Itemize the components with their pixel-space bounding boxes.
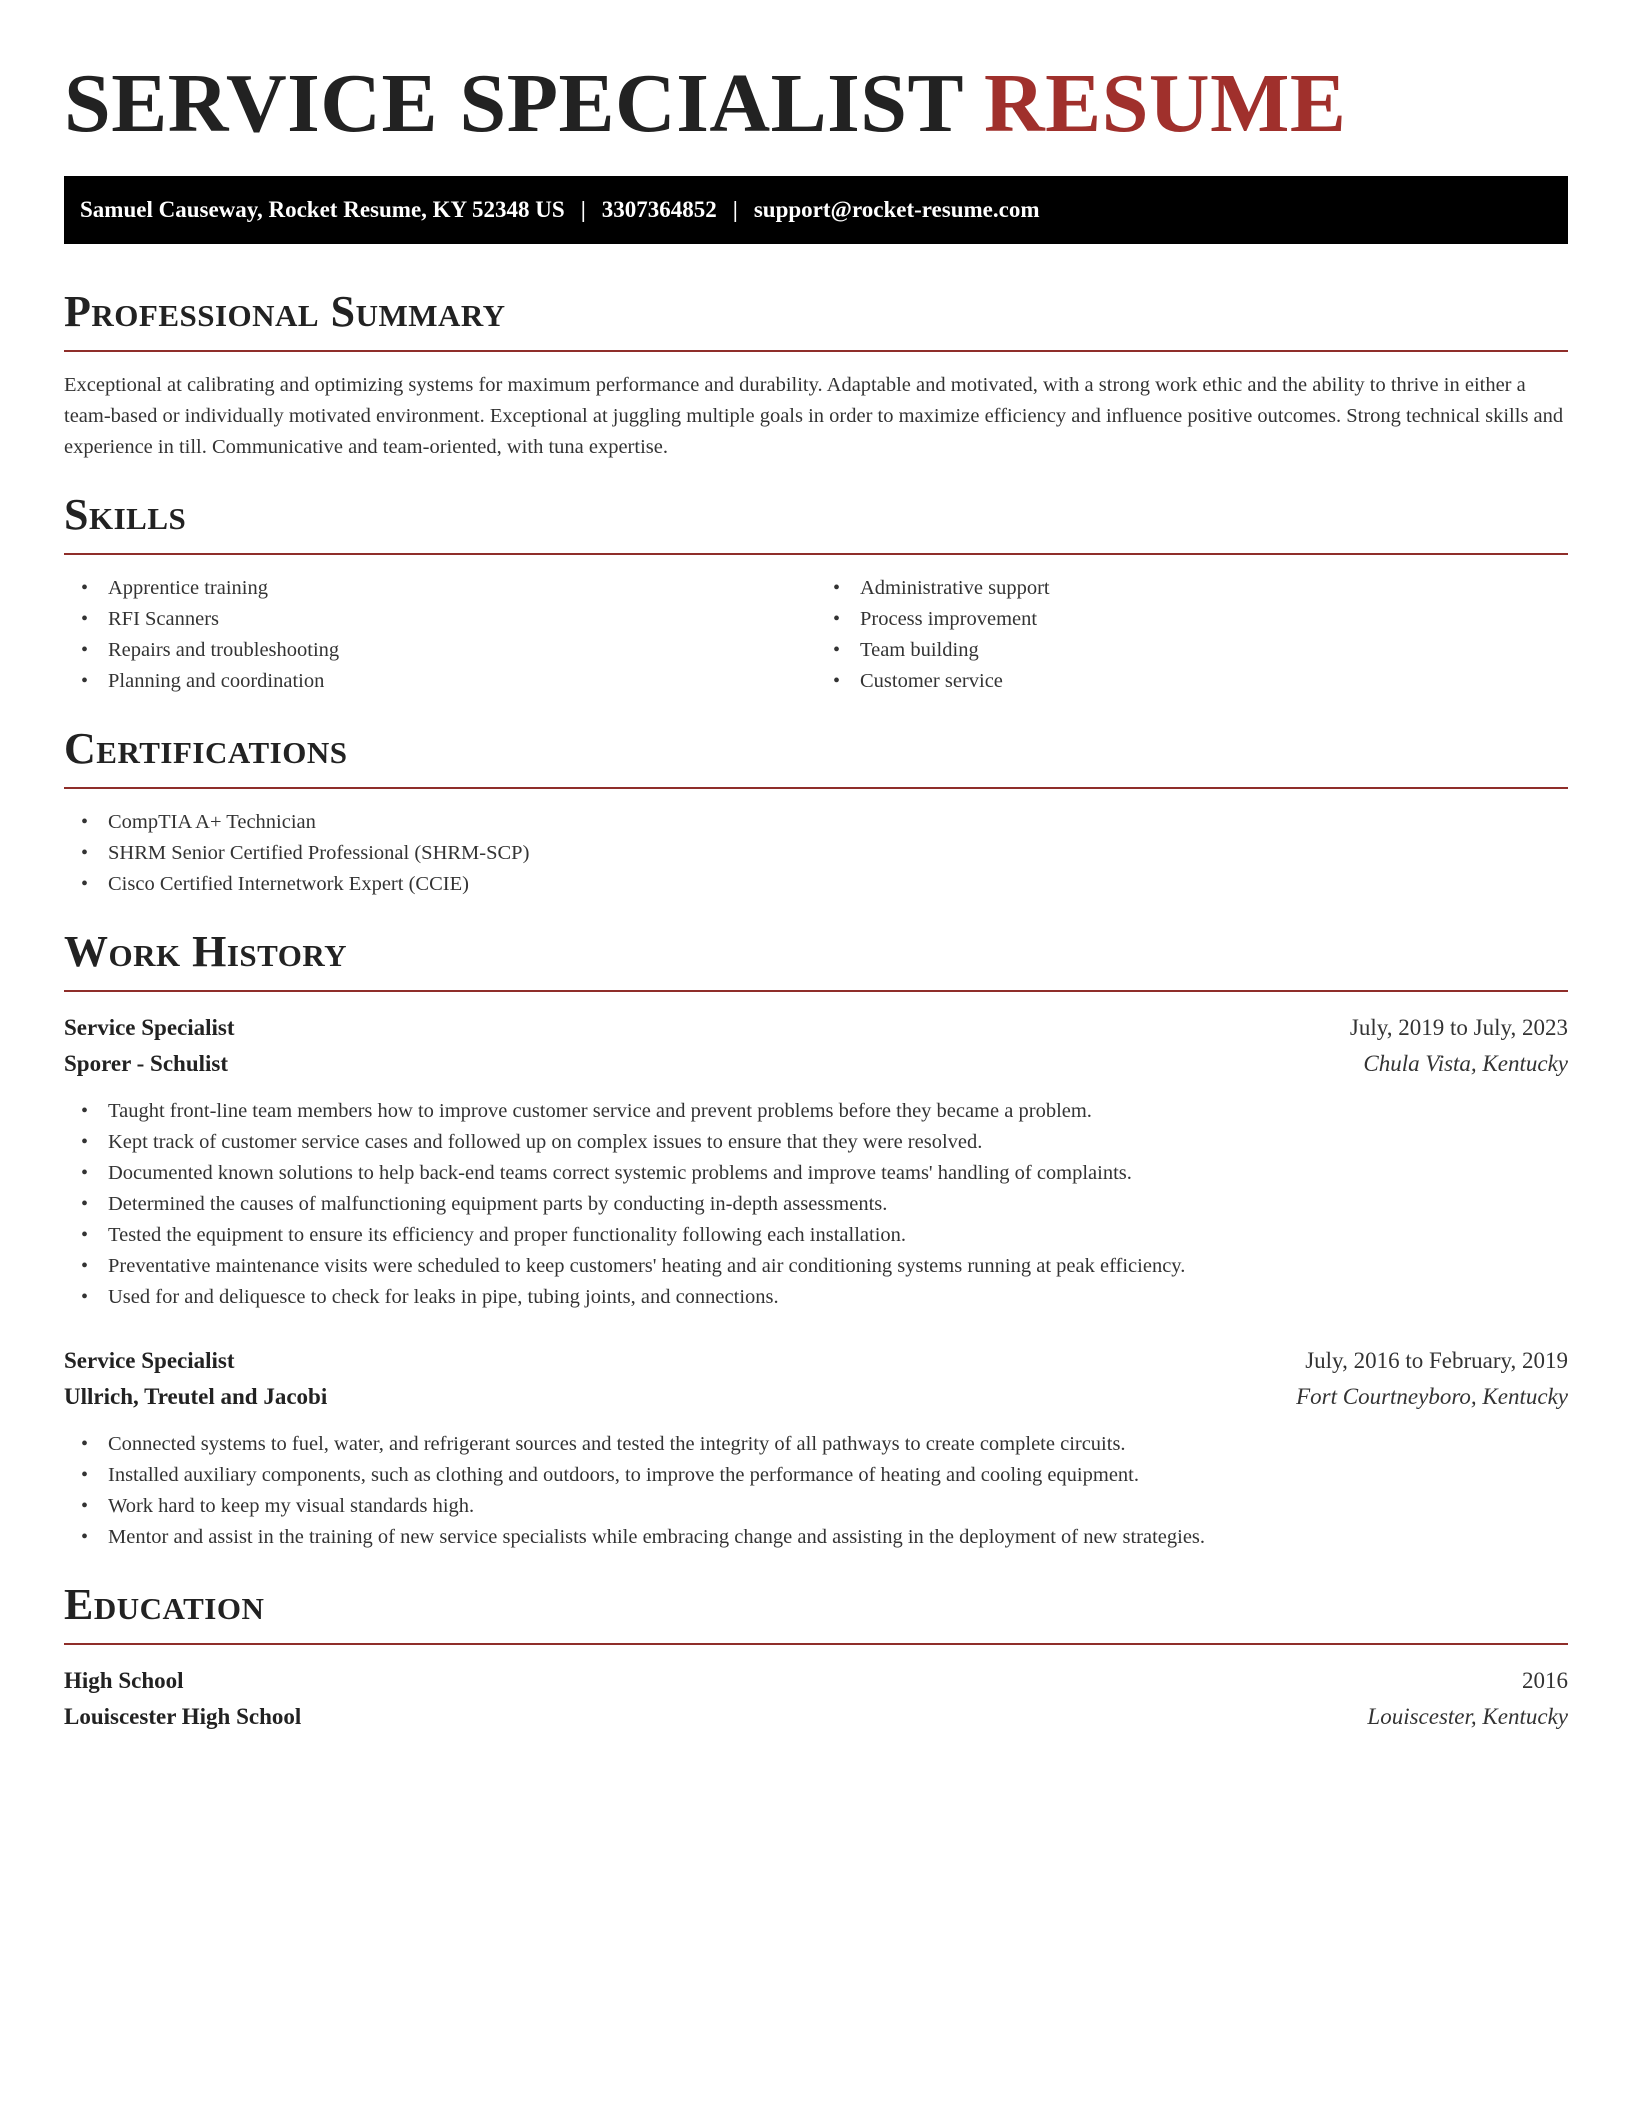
contact-separator: | xyxy=(580,197,586,222)
contact-phone: 3307364852 xyxy=(601,197,717,222)
certification-item xyxy=(64,807,1568,838)
skill-label: Administrative support xyxy=(860,577,1050,599)
bullet-icon: • xyxy=(81,670,89,692)
job-company-row xyxy=(64,1379,1568,1415)
bullet-icon: • xyxy=(81,608,89,630)
bullet-icon: • xyxy=(81,1526,89,1548)
bullet-icon: • xyxy=(81,1286,89,1308)
skills-section xyxy=(64,490,1568,697)
job-bullet-text: Installed auxiliary components, such as clothing and outdoors, to improve the performance of heating and cooling equipment. xyxy=(108,1464,1139,1486)
bullet-icon: • xyxy=(81,639,89,661)
certification-label: Cisco Certified Internetwork Expert (CCIE) xyxy=(108,873,469,895)
education-degree-row xyxy=(64,1663,1568,1699)
education-school: Louiscester High School xyxy=(64,1704,302,1729)
job-bullet xyxy=(64,1491,1568,1522)
job-dates: July, 2019 to July, 2023 xyxy=(1349,1015,1568,1040)
skills-grid xyxy=(64,573,1568,697)
job-bullet xyxy=(64,1189,1568,1220)
bullet-icon: • xyxy=(833,577,841,599)
job-header-row xyxy=(64,1343,1568,1379)
bullet-icon: • xyxy=(81,1162,89,1184)
summary-section xyxy=(64,287,1568,463)
bullet-icon: • xyxy=(833,608,841,630)
skill-label: RFI Scanners xyxy=(108,608,220,630)
certifications-heading: Certifications xyxy=(64,724,348,773)
summary-heading: Professional Summary xyxy=(64,287,506,336)
job-bullet-text: Connected systems to fuel, water, and refrigerant sources and tested the integrity of all pathways to create complete circuits. xyxy=(108,1433,1126,1455)
bullet-icon: • xyxy=(81,577,89,599)
job-bullet xyxy=(64,1127,1568,1158)
skill-label: Apprentice training xyxy=(108,577,268,599)
job-bullet-text: Preventative maintenance visits were scheduled to keep customers' heating and air conditioning systems running at peak efficiency. xyxy=(108,1255,1186,1277)
job-bullet xyxy=(64,1220,1568,1251)
skill-item xyxy=(64,635,816,666)
skill-item xyxy=(64,604,816,635)
bullet-icon: • xyxy=(81,1495,89,1517)
job-dates: July, 2016 to February, 2019 xyxy=(1305,1348,1568,1373)
bullet-icon: • xyxy=(833,639,841,661)
education-degree: High School xyxy=(64,1668,184,1693)
job-bullet-text: Documented known solutions to help back-end teams correct systemic problems and improve teams' handling of complaints. xyxy=(108,1162,1132,1184)
job-bullet xyxy=(64,1096,1568,1127)
job-company-row xyxy=(64,1046,1568,1082)
job-title: Service Specialist xyxy=(64,1348,235,1373)
education-location: Louiscester, Kentucky xyxy=(1367,1704,1568,1729)
education-heading: Education xyxy=(64,1580,265,1629)
job-bullet xyxy=(64,1251,1568,1282)
contact-separator: | xyxy=(732,197,738,222)
section-divider xyxy=(64,1643,1568,1645)
bullet-icon: • xyxy=(81,1131,89,1153)
skill-item xyxy=(64,666,816,697)
job-bullet-text: Kept track of customer service cases and followed up on complex issues to ensure that they were resolved. xyxy=(108,1131,983,1153)
job-bullet-text: Determined the causes of malfunctioning equipment parts by conducting in-depth assessments. xyxy=(108,1193,888,1215)
section-divider xyxy=(64,990,1568,992)
education-section xyxy=(64,1580,1568,1735)
bullet-icon: • xyxy=(81,842,89,864)
job-location: Chula Vista, Kentucky xyxy=(1363,1051,1568,1076)
certification-label: CompTIA A+ Technician xyxy=(108,811,316,833)
job-bullet-text: Taught front-line team members how to improve customer service and prevent problems before they became a problem. xyxy=(108,1100,1092,1122)
certification-item xyxy=(64,869,1568,900)
title-main: SERVICE SPECIALIST xyxy=(64,57,963,150)
certification-label: SHRM Senior Certified Professional (SHRM-SCP) xyxy=(108,842,530,864)
job-entry xyxy=(64,1010,1568,1313)
skill-item xyxy=(816,604,1568,635)
skill-item xyxy=(816,573,1568,604)
certifications-section xyxy=(64,724,1568,900)
section-divider xyxy=(64,553,1568,555)
job-title: Service Specialist xyxy=(64,1015,235,1040)
skills-column-left xyxy=(64,573,816,697)
job-bullet xyxy=(64,1282,1568,1313)
skill-label: Customer service xyxy=(860,670,1003,692)
certification-item xyxy=(64,838,1568,869)
job-header-row xyxy=(64,1010,1568,1046)
job-bullet-text: Used for and deliquesce to check for leaks in pipe, tubing joints, and connections. xyxy=(108,1286,779,1308)
skills-column-right xyxy=(816,573,1568,697)
section-divider xyxy=(64,787,1568,789)
bullet-icon: • xyxy=(81,1224,89,1246)
bullet-icon: • xyxy=(81,811,89,833)
skill-label: Repairs and troubleshooting xyxy=(108,639,340,661)
contact-bar xyxy=(64,176,1568,244)
skill-label: Process improvement xyxy=(860,608,1038,630)
education-year: 2016 xyxy=(1522,1668,1568,1693)
job-bullet-text: Tested the equipment to ensure its efficiency and proper functionality following each installation. xyxy=(108,1224,907,1246)
job-bullet-text: Work hard to keep my visual standards high. xyxy=(108,1495,475,1517)
bullet-icon: • xyxy=(81,1464,89,1486)
bullet-icon: • xyxy=(833,670,841,692)
work-history-heading: Work History xyxy=(64,927,348,976)
bullet-icon: • xyxy=(81,1193,89,1215)
job-bullet-text: Mentor and assist in the training of new service specialists while embracing change and assisting in the deployment of new strategies. xyxy=(108,1526,1206,1548)
education-school-row xyxy=(64,1699,1568,1735)
job-company: Ullrich, Treutel and Jacobi xyxy=(64,1384,328,1409)
bullet-icon: • xyxy=(81,1100,89,1122)
bullet-icon: • xyxy=(81,1433,89,1455)
job-bullets xyxy=(64,1429,1568,1553)
contact-email: support@rocket-resume.com xyxy=(753,197,1040,222)
bullet-icon: • xyxy=(81,1255,89,1277)
job-bullet xyxy=(64,1522,1568,1553)
work-history-section xyxy=(64,927,1568,1553)
job-entry xyxy=(64,1343,1568,1553)
skill-item xyxy=(64,573,816,604)
job-bullet xyxy=(64,1158,1568,1189)
job-location: Fort Courtneyboro, Kentucky xyxy=(1296,1384,1568,1409)
job-company: Sporer - Schulist xyxy=(64,1051,229,1076)
summary-text: Exceptional at calibrating and optimizing systems for maximum performance and durability. Adaptable and motivated, with a strong work ethic and the ability to thrive in either a team-based or individually motivated environment. Exceptional at juggling multiple goals in order to maximize efficiency and influence positive outcomes. Strong technical skills and experience in till. Communicative and team-oriented, with tuna expertise. xyxy=(64,374,1564,458)
skill-item xyxy=(816,635,1568,666)
job-bullets xyxy=(64,1096,1568,1313)
bullet-icon: • xyxy=(81,873,89,895)
skills-heading: Skills xyxy=(64,490,187,539)
job-bullet xyxy=(64,1460,1568,1491)
contact-address: Samuel Causeway, Rocket Resume, KY 52348 US xyxy=(80,197,565,222)
title-accent: RESUME xyxy=(984,57,1347,150)
skill-label: Planning and coordination xyxy=(108,670,325,692)
job-bullet xyxy=(64,1429,1568,1460)
skill-item xyxy=(816,666,1568,697)
section-divider xyxy=(64,350,1568,352)
page-title xyxy=(64,56,1568,152)
skill-label: Team building xyxy=(860,639,979,661)
